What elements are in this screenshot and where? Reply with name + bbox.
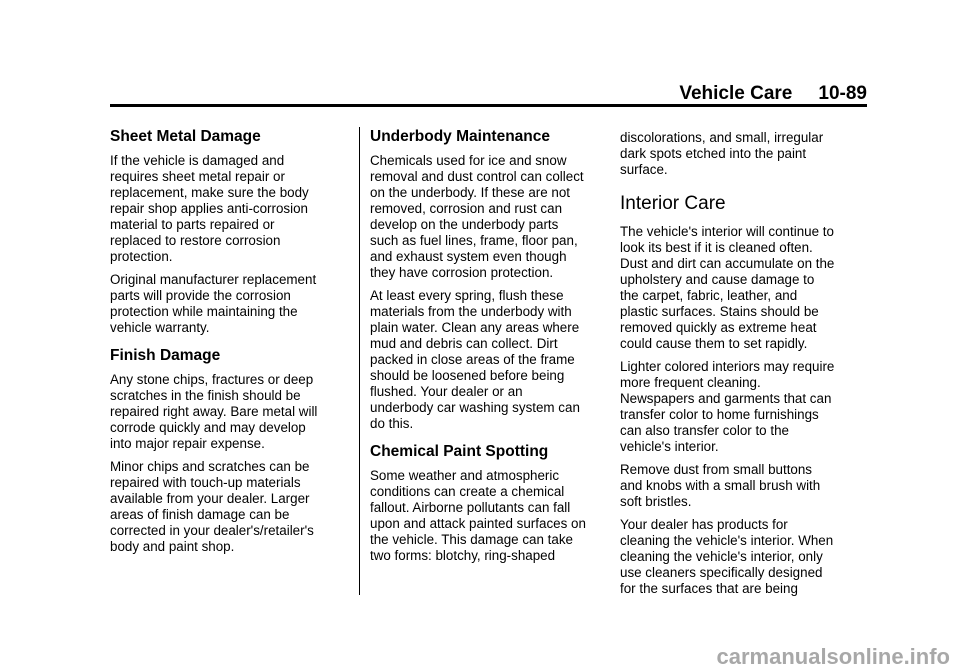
header-rule [110,104,867,107]
heading-finish-damage: Finish Damage [110,347,221,364]
heading-underbody-maintenance: Underbody Maintenance [370,128,550,145]
paragraph: The vehicle's interior will continue to look its best if it is cleaned often. Dust and dirt can accumulate on the upholstery and cause damage to the carpet, fabric, leather, and plastic surfaces. Stains should be removed quickly as extreme heat could cause them to set rapidly. [620,224,835,351]
paragraph-continuation: discolorations, and small, irregular dark spots etched into the paint surface. [620,130,824,177]
paragraph: At least every spring, flush these materials from the underbody with plain water. Clean any areas where mud and debris can collect. Dirt packed in close areas of the frame should be loosened before being flushed. Your dealer or an underbody car washing system can do this. [370,288,580,431]
heading-interior-care: Interior Care [620,193,726,214]
paragraph: Original manufacturer replacement parts will provide the corrosion protection while maintaining the vehicle warranty. [110,272,317,335]
paragraph: Chemicals used for ice and snow removal and dust control can collect on the underbody. If these are not removed, corrosion and rust can develop on the underbody parts such as fuel lines, frame, floor pan, and exhaust system even though they have corrosion protection. [370,153,584,280]
heading-sheet-metal-damage: Sheet Metal Damage [110,128,261,145]
column-divider [359,127,360,595]
column-2 [370,127,612,571]
column-1 [110,127,352,562]
paragraph: Any stone chips, fractures or deep scratches in the finish should be repaired right away. Bare metal will corrode quickly and may develop into major repair expense. [110,372,318,451]
heading-chemical-paint-spotting: Chemical Paint Spotting [370,443,549,460]
watermark-text: carmanualsonline.info [716,644,950,669]
paragraph: Your dealer has products for cleaning the vehicle's interior. When cleaning the vehicle's interior, only use cleaners specifically designed for the surfaces that are being [620,517,834,596]
page-number: 10-89 [818,83,867,104]
paragraph: If the vehicle is damaged and requires sheet metal repair or replacement, make sure the body repair shop applies anti-corrosion material to parts repaired or replaced to restore corrosion protection. [110,153,309,264]
column-3 [620,127,862,604]
paragraph: Remove dust from small buttons and knobs with a small brush with soft bristles. [620,462,821,509]
paragraph: Minor chips and scratches can be repaired with touch-up materials available from your dealer. Larger areas of finish damage can be corrected in your dealer's/retailer's body and paint shop. [110,459,314,554]
section-title: Vehicle Care [679,83,793,104]
page-header [110,82,867,106]
paragraph: Some weather and atmospheric conditions can create a chemical fallout. Airborne pollutants can fall upon and attack painted surfaces on the vehicle. This damage can take two forms: blotchy, ring-shaped [370,468,586,563]
paragraph: Lighter colored interiors may require more frequent cleaning. Newspapers and garments that can transfer color to home furnishings can also transfer color to the vehicle's interior. [620,359,835,454]
